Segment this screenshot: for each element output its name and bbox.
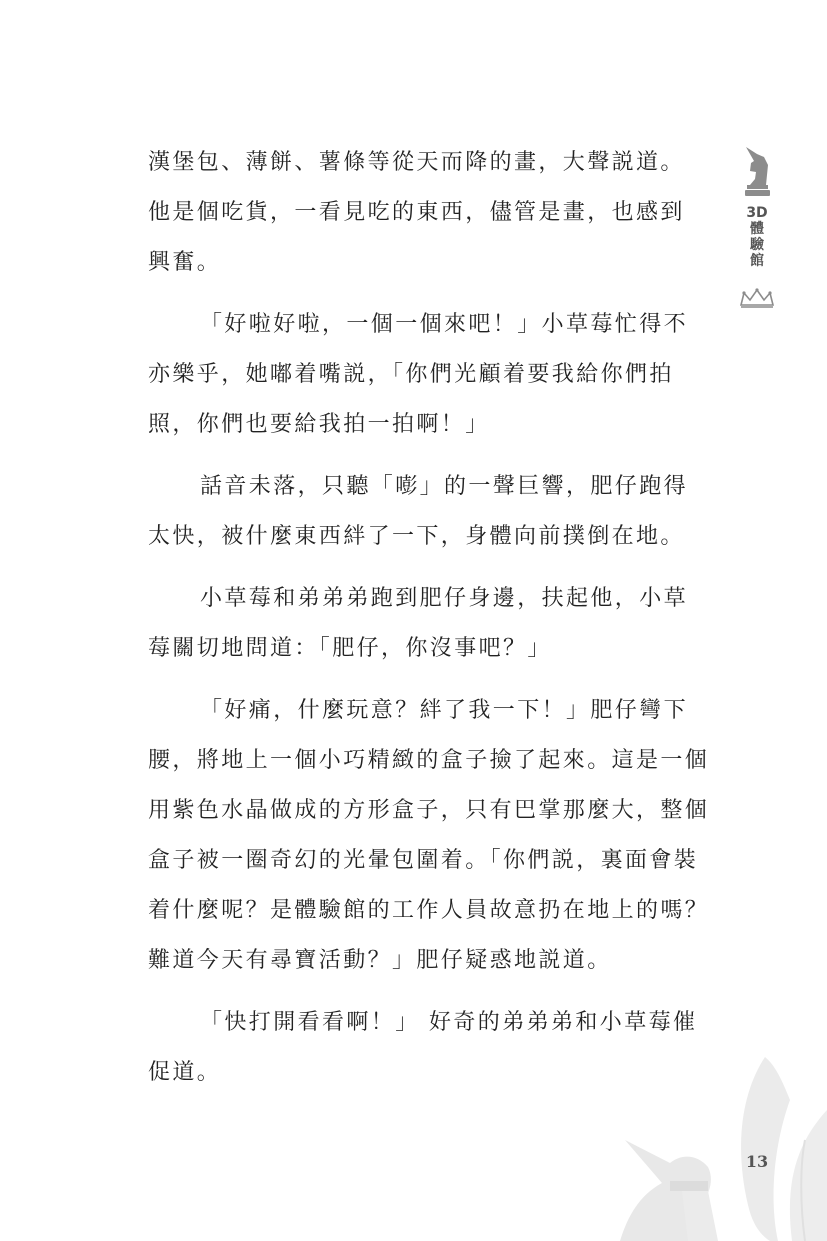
text-line: 着什麼呢？是體驗館的工作人員故意扔在地上的嗎？ [148,898,710,923]
paragraph [148,462,693,562]
text-line: 莓關切地問道：「肥仔，你沒事吧？」 [148,636,552,661]
chapter-label [734,205,780,269]
chapter-side-tab [734,145,780,320]
body-text [148,138,710,1110]
paragraph [148,300,693,450]
text-line: 亦樂乎，她嘟着嘴説，「你們光顧着要我給你們拍 [148,362,674,387]
text-line: 太快，被什麼東西絆了一下，身體向前撲倒在地。 [148,524,685,549]
crown-icon [739,287,775,309]
text-line: 「好啦好啦，一個一個來吧！」小草莓忙得不 [200,312,689,337]
tab-label-char-2: 驗 [750,237,764,253]
text-line: 話音未落，只聽「嘭」的一聲巨響，肥仔跑得 [200,474,689,499]
paragraph [148,574,693,674]
text-line: 漢堡包、薄餅、薯條等從天而降的畫，大聲説道。 [148,150,685,175]
text-line: 難道今天有尋寶活動？」肥仔疑惑地説道。 [148,948,612,973]
text-line: 「好痛，什麼玩意？絆了我一下！」肥仔彎下 [200,698,689,723]
page-number: 13 [745,1152,769,1171]
paragraph [148,138,693,288]
text-line: 促道。 [148,1060,222,1085]
unicorn-chess-knight-icon [742,145,772,197]
text-line: 小草莓和弟弟弟跑到肥仔身邊，扶起他，小草 [200,586,689,611]
text-line: 他是個吃貨，一看見吃的東西，儘管是畫，也感到 [148,200,685,225]
unicorn-feather-decoration [600,1055,827,1241]
text-line: 盒子被一圈奇幻的光暈包圍着。「你們説，裏面會裝 [148,848,699,873]
text-line: 照，你們也要給我拍一拍啊！」 [148,412,490,437]
text-line: 興奮。 [148,250,222,275]
tab-label-char-1: 體 [750,221,764,237]
text-line: 「快打開看看啊！」 好奇的弟弟弟和小草莓催 [200,1010,698,1035]
tab-label-char-3: 館 [750,253,764,269]
tab-label-3d: 3D [746,205,768,221]
paragraph [148,686,710,986]
text-line: 腰，將地上一個小巧精緻的盒子撿了起來。這是一個 [148,748,710,773]
text-line: 用紫色水晶做成的方形盒子，只有巴掌那麼大，整個 [148,798,710,823]
